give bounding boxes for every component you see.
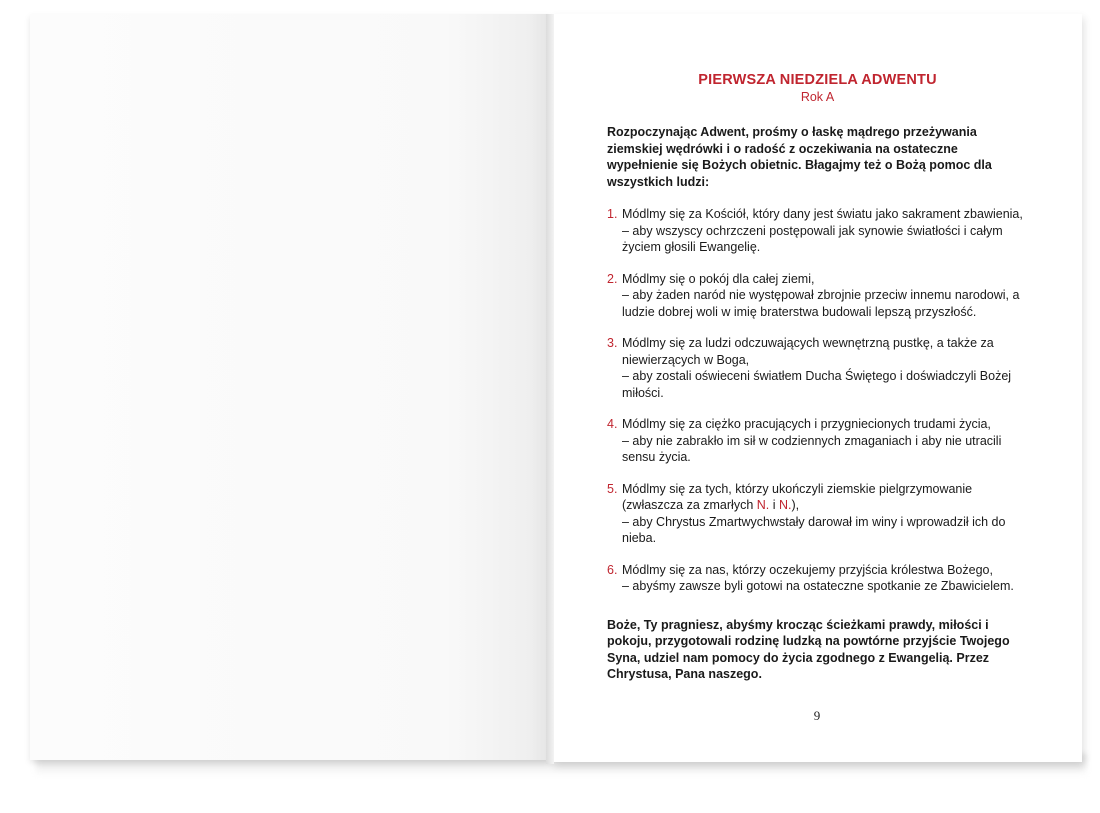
item-body — [622, 562, 1028, 595]
prayer-item-1 — [607, 206, 1028, 256]
item-number: 5. — [607, 481, 618, 496]
item-body — [622, 271, 1028, 321]
item-number: 3. — [607, 336, 618, 350]
item-number: 4. — [607, 417, 618, 431]
book-spine — [546, 14, 554, 764]
prayer-item-3 — [607, 335, 1028, 401]
item-number: 1. — [607, 207, 618, 221]
page-title: PIERWSZA NIEDZIELA ADWENTU — [698, 72, 937, 88]
prayer-item-2 — [607, 271, 1028, 321]
page-number: 9 — [813, 708, 821, 723]
item-response: – aby nie zabrakło im sił w codziennych zmaganiach i aby nie utracili sensu życia. — [622, 433, 1002, 464]
page-content — [607, 70, 1028, 683]
item-intention-end: ), — [791, 498, 800, 512]
item-intention: Módlmy się za ludzi odczuwających wewnętrzną pustkę, a także za niewierzących w Boga, — [622, 336, 994, 367]
prayer-item-6 — [607, 562, 1028, 595]
item-intention — [622, 482, 972, 513]
name-placeholder: N. — [778, 498, 792, 512]
prayer-item-4 — [607, 416, 1028, 466]
item-intention-text: Módlmy się za tych, którzy ukończyli ziemskie pielgrzymowanie (zwłaszcza za zmarłych — [622, 481, 973, 512]
item-number: 2. — [607, 271, 618, 286]
conjunction: i — [769, 498, 779, 512]
prayer-item-5 — [607, 481, 1028, 547]
left-page-blank — [30, 14, 550, 760]
item-number: 6. — [607, 562, 618, 577]
item-intention: Módlmy się za Kościół, który dany jest światu jako sakrament zbawienia, — [622, 207, 1023, 221]
item-response: – aby wszyscy ochrzczeni postępowali jak synowie światłości i całym życiem głosili Ewangelię. — [622, 223, 1003, 254]
closing-prayer: Boże, Ty pragniesz, abyśmy krocząc ścieżkami prawdy, miłości i pokoju, przygotowali rodzinę ludzką na powtórne przyjście Twojego Syna, udziel nam pomocy do życia zgodnego z Ewangelią. Przez Chrystusa, Pana naszego. — [607, 617, 1010, 681]
item-body — [622, 335, 1028, 401]
page-subtitle: Rok A — [800, 90, 835, 104]
item-body — [622, 481, 1028, 547]
item-response: – aby zostali oświeceni światłem Ducha Świętego i doświadczyli Bożej miłości. — [622, 369, 1012, 400]
item-intention: Módlmy się za ciężko pracujących i przygniecionych trudami życia, — [622, 417, 991, 431]
item-body — [622, 206, 1028, 256]
item-response: – aby żaden naród nie występował zbrojnie przeciw innemu narodowi, a ludzie dobrej woli w imię braterstwa budowali lepszą przyszłość. — [622, 288, 1020, 319]
item-body — [622, 416, 1028, 466]
name-placeholder: N. — [756, 498, 770, 512]
item-intention: Módlmy się za nas, którzy oczekujemy przyjścia królestwa Bożego, — [622, 562, 993, 577]
item-intention: Módlmy się o pokój dla całej ziemi, — [622, 271, 815, 286]
item-response: – aby Chrystus Zmartwychwstały darował im winy i wprowadził ich do nieba. — [622, 514, 1006, 545]
intro-paragraph: Rozpoczynając Adwent, prośmy o łaskę mądrego przeżywania ziemskiej wędrówki i o radość z oczekiwania na ostateczne wypełnienie się Bożych obietnic. Błagajmy też o Bożą pomoc dla wszystkich ludzi: — [607, 125, 992, 189]
item-response: – abyśmy zawsze byli gotowi na ostateczne spotkanie ze Zbawicielem. — [622, 579, 1014, 593]
